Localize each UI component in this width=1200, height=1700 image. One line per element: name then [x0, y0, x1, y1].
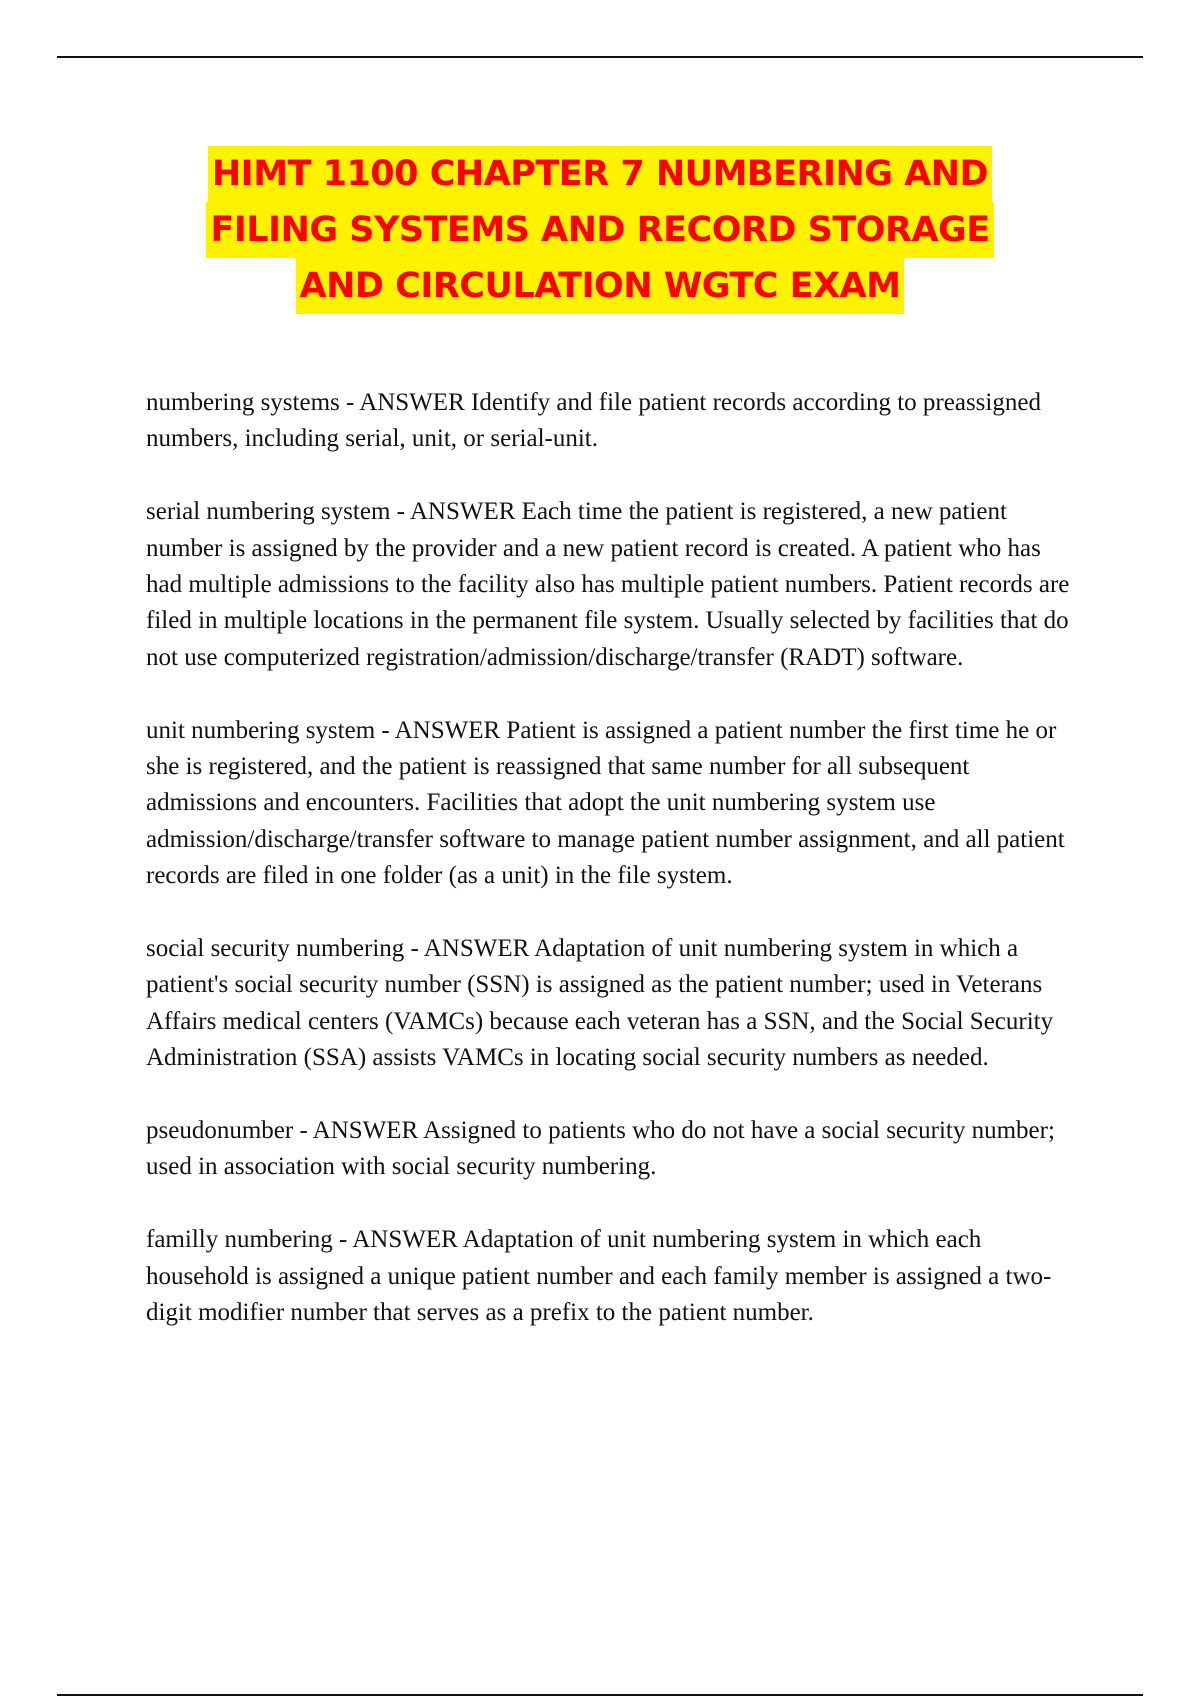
answer-label: ANSWER: [409, 498, 516, 526]
answer-label: ANSWER: [423, 935, 530, 963]
qa-list: [146, 385, 1076, 1368]
entry-separator: -: [293, 1117, 313, 1145]
top-rule: [57, 56, 1143, 58]
title-line-3: AND CIRCULATION WGTC EXAM: [296, 258, 905, 314]
entry-separator: -: [332, 1226, 353, 1254]
entry-term: pseudonumber: [146, 1117, 294, 1145]
entry-term: unit numbering system: [146, 716, 376, 744]
answer-label: ANSWER: [359, 389, 465, 416]
entry-answer: Each time the patient is registered, a new patient number is assigned by the provider and a new patient record is created. A patient who has had multiple admissions to the facility also has multiple patient numbers. Patient records are filed in multiple locations in the permanent file system. Usually selected by facilities that do not use computerized registration/admission/discharge/transfer (RADT) software.: [146, 498, 1070, 671]
entry-separator: -: [390, 498, 410, 526]
entry-term: familly numbering: [146, 1226, 333, 1254]
title-line-2: FILING SYSTEMS AND RECORD STORAGE: [206, 202, 993, 258]
title-line-1: HIMT 1100 CHAPTER 7 NUMBERING AND: [208, 146, 992, 202]
entry-term: social security numbering: [146, 935, 405, 963]
qa-entry-serial-numbering-system: [146, 494, 1076, 676]
qa-entry-pseudonumber: [146, 1113, 1076, 1186]
answer-label: ANSWER: [352, 1226, 458, 1254]
qa-entry-social-security-numbering: [146, 931, 1076, 1077]
entry-answer: Adaptation of unit numbering system in which a patient's social security number (SSN) is assigned as the patient number; used in Veterans Affairs medical centers (VAMCs) because each veteran has a SSN, and the Social Security Administration (SSA) assists VAMCs in locating social security numbers as needed.: [146, 935, 1054, 1072]
entry-separator: -: [339, 389, 360, 416]
qa-entry-unit-numbering-system: [146, 713, 1076, 895]
entry-answer: Assigned to patients who do not have a social security number; used in association with social security numbering.: [146, 1117, 1055, 1181]
qa-entry-numbering-systems: [146, 385, 1076, 458]
entry-separator: -: [404, 935, 424, 963]
qa-entry-familly-numbering: [146, 1222, 1076, 1331]
bottom-rule: [57, 1694, 1143, 1696]
answer-label: ANSWER: [394, 716, 501, 744]
entry-separator: -: [375, 716, 395, 744]
answer-label: ANSWER: [312, 1117, 419, 1145]
entry-term: serial numbering system: [146, 498, 391, 526]
document-title: [0, 146, 1200, 314]
entry-answer: Adaptation of unit numbering system in which each household is assigned a unique patient number and each family member is assigned a two-digit modifier number that serves as a prefix to the patient number.: [146, 1226, 1052, 1327]
entry-answer: Patient is assigned a patient number the first time he or she is registered, and the patient is reassigned that same number for all subsequent admissions and encounters. Facilities that adopt the unit numbering system use admission/discharge/transfer software to manage patient number assignment, and all patient records are filed in one folder (as a unit) in the file system.: [146, 716, 1065, 890]
entry-term: numbering systems: [146, 389, 340, 416]
entry-answer: Identify and file patient records according to preassigned numbers, including serial, unit, or serial-unit.: [146, 389, 1041, 453]
